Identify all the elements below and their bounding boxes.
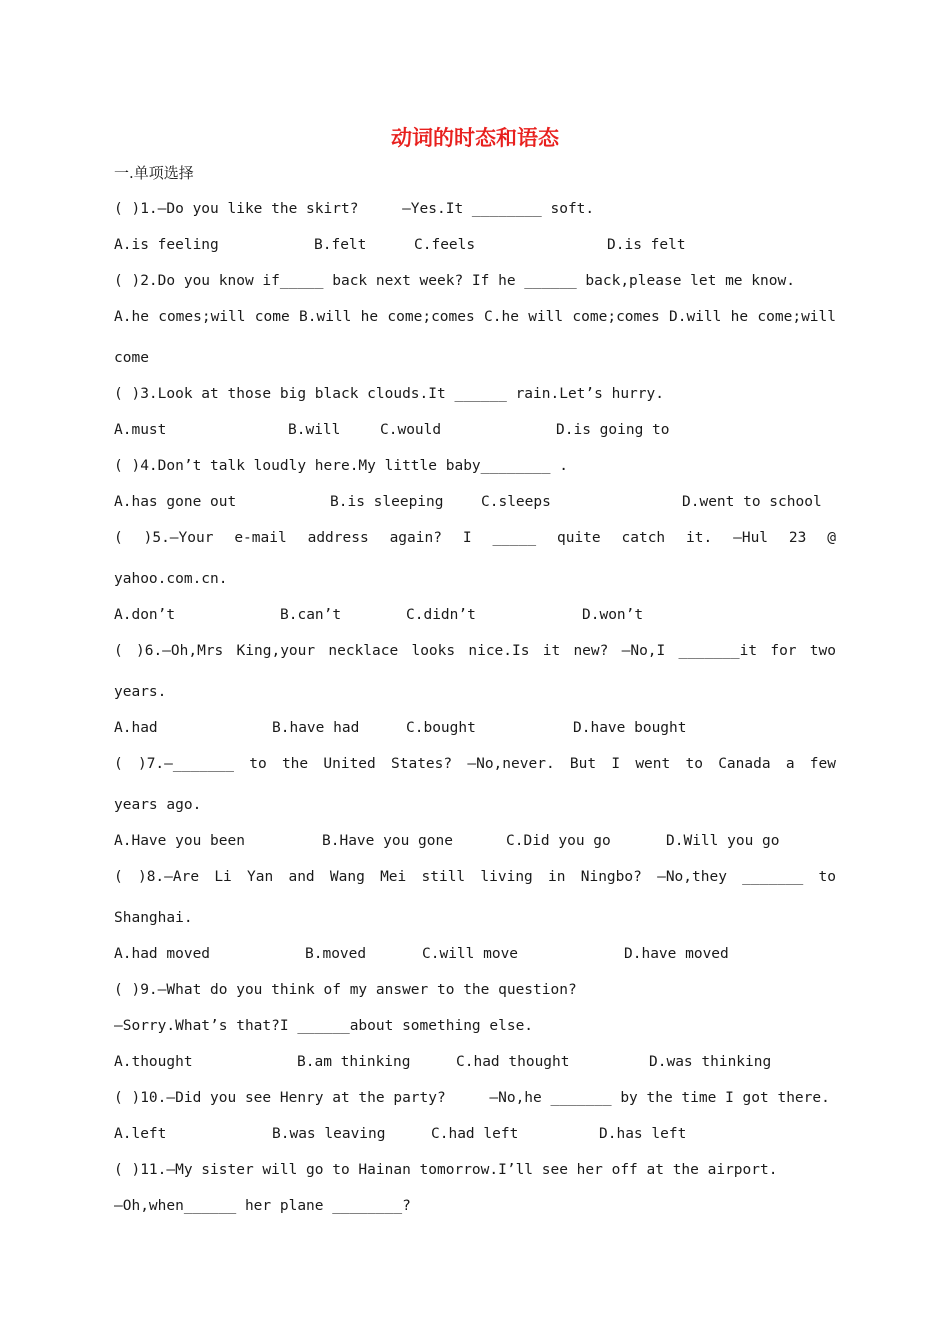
option-c: C.bought [406,720,476,736]
question-7-stem-cont: years ago. [114,797,202,813]
option-a: A.had [114,720,158,736]
question-1-stem: ( )1.—Do you like the skirt? —Yes.It ________ soft. [114,201,595,217]
option-c: C.feels [414,237,476,253]
section-heading: 一.单项选择 [114,164,194,182]
option-a: A.left [114,1126,167,1142]
option-c: C.didn’t [406,607,476,623]
option-b: B.have had [272,720,360,736]
question-6-stem-cont: years. [114,684,167,700]
option-b: B.is sleeping [330,494,444,510]
option-d: D.is felt [607,237,686,253]
question-11-stem: ( )11.—My sister will go to Hainan tomorrow.I’ll see her off at the airport. [114,1162,778,1178]
option-a: A.has gone out [114,494,237,510]
option-d: D.have bought [573,720,687,736]
question-4-options [114,492,836,612]
option-a: A.had moved [114,946,211,962]
question-6-stem: ( )6.—Oh,Mrs King,your necklace looks nice.Is it new? —No,I _______it for two [114,643,836,659]
option-b: B.can’t [280,607,342,623]
option-c: C.sleeps [481,494,551,510]
option-d: D.have moved [624,946,729,962]
option-d: D.went to school [682,494,822,510]
option-b: B.will [288,422,341,438]
question-4-stem: ( )4.Don’t talk loudly here.My little baby________ . [114,458,568,474]
question-5-stem-cont: yahoo.com.cn. [114,571,228,587]
option-a: A.Have you been [114,833,245,849]
question-10-options [114,1124,836,1244]
option-d: D.is going to [556,422,670,438]
option-b: B.was leaving [272,1126,386,1142]
question-6-options [114,718,836,838]
option-b: B.felt [314,237,367,253]
option-a: A.is feeling [114,237,219,253]
question-8-stem-cont: Shanghai. [114,910,193,926]
option-c: C.had left [431,1126,519,1142]
option-b: B.moved [305,946,367,962]
question-7-options [114,831,836,951]
option-b: B.Have you gone [322,833,453,849]
option-c: C.had thought [456,1054,570,1070]
question-2-options-cont: come [114,350,149,366]
question-2-options: A.he comes;will come B.will he come;comes C.he will come;comes D.will he come;will [114,309,836,325]
page-title: 动词的时态和语态 [391,126,559,150]
option-a: A.don’t [114,607,176,623]
option-a: A.thought [114,1054,193,1070]
question-8-stem: ( )8.—Are Li Yan and Wang Mei still living in Ningbo? —No,they _______ to [114,869,836,885]
question-9-stem-cont: —Sorry.What’s that?I ______about something else. [114,1018,534,1034]
question-3-stem: ( )3.Look at those big black clouds.It ______ rain.Let’s hurry. [114,386,664,402]
question-10-stem: ( )10.—Did you see Henry at the party? —No,he _______ by the time I got there. [114,1090,830,1106]
question-9-stem: ( )9.—What do you think of my answer to the question? [114,982,577,998]
option-c: C.Did you go [506,833,611,849]
option-a: A.must [114,422,167,438]
option-d: D.was thinking [649,1054,772,1070]
question-1-options [114,235,836,355]
question-5-options [114,605,836,725]
option-c: C.will move [422,946,519,962]
option-d: D.Will you go [666,833,780,849]
option-d: D.has left [599,1126,687,1142]
question-11-stem-cont: —Oh,when______ her plane ________? [114,1198,411,1214]
question-2-stem: ( )2.Do you know if_____ back next week? If he ______ back,please let me know. [114,273,795,289]
option-b: B.am thinking [297,1054,411,1070]
question-7-stem: ( )7.—_______ to the United States? —No,never. But I went to Canada a few [114,756,836,772]
question-8-options [114,944,836,1064]
option-c: C.would [380,422,442,438]
option-d: D.won’t [582,607,644,623]
question-5-stem: ( )5.—Your e-mail address again? I _____ quite catch it. —Hul 23 @ [114,530,836,546]
